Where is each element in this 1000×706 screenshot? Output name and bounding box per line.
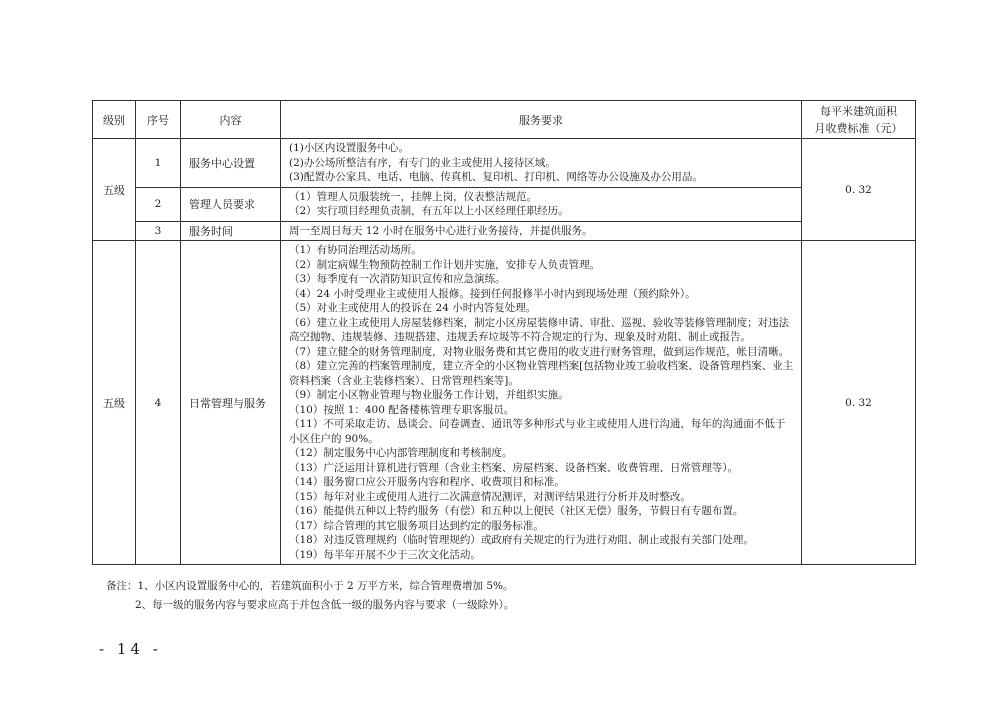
fee-cell: 0. 32 bbox=[802, 139, 916, 241]
fee-cell: 0. 32 bbox=[802, 241, 916, 565]
requirement-item: (2)办公场所整洁有序，有专门的业主或使用人接待区域。 bbox=[289, 156, 556, 169]
fee-standard-table bbox=[92, 100, 916, 565]
requirement-item: （2）制定病媒生物预防控制工作计划并实施，安排专人负责管理。 bbox=[289, 258, 601, 271]
requirement-item: （8）建立完善的档案管理制度，建立齐全的小区物业管理档案[包括物业竣工验收档案、设备管理档案、业主资料档案（含业主装修档案）、日常管理档案等]。 bbox=[289, 360, 794, 387]
requirement-item: （2）实行项目经理负责制，有五年以上小区经理任职经历。 bbox=[289, 205, 569, 217]
requirement-item: （13）广泛运用计算机进行管理（含业主档案、房屋档案、设备档案、收费管理、日常管理等）。 bbox=[289, 461, 739, 474]
header-fee bbox=[802, 101, 916, 139]
requirement-item: （3）每季度有一次消防知识宣传和应急演练。 bbox=[289, 273, 506, 285]
table-row bbox=[93, 187, 916, 221]
requirement-item: （19）每半年开展不少于三次文化活动。 bbox=[289, 548, 481, 561]
requirement-item: （4）24 小时受理业主或使用人报修。接到任何报修半小时内到现场处理（预约除外）。 bbox=[289, 287, 696, 300]
content-cell: 管理人员要求 bbox=[181, 187, 281, 221]
seq-cell: 4 bbox=[136, 241, 181, 565]
requirement-item: （12）制定服务中心内部管理制度和考核制度。 bbox=[289, 447, 513, 459]
notes bbox=[106, 577, 514, 615]
header-content: 内容 bbox=[181, 101, 281, 139]
requirements-cell bbox=[281, 187, 802, 221]
requirement-item: （17）综合管理的其它服务项目达到约定的服务标准。 bbox=[289, 519, 544, 532]
note-line-2: 2、每一级的服务内容与要求应高于并包含低一级的服务内容与要求（一级除外）。 bbox=[135, 599, 515, 611]
requirements-cell bbox=[281, 139, 802, 188]
level-cell: 五级 bbox=[93, 139, 136, 241]
requirement-item: （14）服务窗口应公开服务内容和程序、收费项目和标准。 bbox=[289, 476, 565, 488]
table-row bbox=[93, 241, 916, 565]
table-header-row bbox=[93, 101, 916, 139]
table-row bbox=[93, 139, 916, 188]
requirement-item: （5）对业主或使用人的投诉在 24 小时内答复处理。 bbox=[289, 302, 537, 314]
content-cell: 服务中心设置 bbox=[181, 139, 281, 188]
requirement-item: 周一至周日每天 12 小时在服务中心进行业务接待，并提供服务。 bbox=[289, 224, 593, 237]
header-level: 级别 bbox=[93, 101, 136, 139]
content-cell: 日常管理与服务 bbox=[181, 241, 281, 565]
header-requirements: 服务要求 bbox=[281, 101, 802, 139]
header-fee-line2: 月收费标准（元） bbox=[814, 121, 903, 135]
header-fee-line1: 每平米建筑面积 bbox=[820, 104, 897, 118]
requirement-item: (3)配置办公家具、电话、电脑、传真机、复印机、打印机、网络等办公设施及办公用品。 bbox=[289, 171, 703, 183]
header-seq: 序号 bbox=[136, 101, 181, 139]
note-line-1: 备注：1、小区内设置服务中心的，若建筑面积小于 2 万平方米，综合管理费增加 5%。 bbox=[106, 580, 514, 592]
requirement-item: （1）有协同治理活动场所。 bbox=[289, 244, 422, 256]
requirement-item: (1)小区内设置服务中心。 bbox=[289, 142, 409, 154]
requirement-item: （11）不可采取走访、恳谈会、问卷调查、通讯等多种形式与业主或使用人进行沟通，每年的沟通面不低于小区住户的 90%。 bbox=[289, 418, 786, 445]
requirement-item: （16）能提供五种以上特约服务（有偿）和五种以上便民（社区无偿）服务，节假日有专题布置。 bbox=[289, 505, 744, 517]
requirements-cell bbox=[281, 221, 802, 241]
requirement-item: （6）建立业主或使用人房屋装修档案，制定小区房屋装修申请、审批、巡视、验收等装修管理制度；对违法高空抛物、违规装修、违规搭建、违规丢弃垃圾等不符合规定的行为、现象及时劝阻、制止或报告。 bbox=[289, 316, 790, 343]
seq-cell: 3 bbox=[136, 221, 181, 241]
requirement-item: （9）制定小区物业管理与物业服务工作计划，并组织实施。 bbox=[289, 389, 569, 401]
level-cell: 五级 bbox=[93, 241, 136, 565]
seq-cell: 2 bbox=[136, 187, 181, 221]
requirement-item: （10）按照 1：400 配备楼栋管理专职客服员。 bbox=[289, 403, 515, 416]
seq-cell: 1 bbox=[136, 139, 181, 188]
requirement-item: （1）管理人员服装统一，挂牌上岗，仪表整洁规范。 bbox=[289, 190, 538, 203]
table-row bbox=[93, 221, 916, 241]
content-cell: 服务时间 bbox=[181, 221, 281, 241]
requirement-item: （15）每年对业主或使用人进行二次满意情况测评，对测评结果进行分析并及时整改。 bbox=[289, 490, 691, 503]
page-number: - 14 - bbox=[99, 640, 162, 658]
requirement-item: （18）对违反管理规约（临时管理规约）或政府有关规定的行为进行劝阻、制止或报有关部门处理。 bbox=[289, 534, 754, 546]
requirement-item: （7）建立健全的财务管理制度，对物业服务费和其它费用的收支进行财务管理，做到运作规范，帐目清晰。 bbox=[289, 345, 790, 358]
requirements-cell bbox=[281, 241, 802, 565]
